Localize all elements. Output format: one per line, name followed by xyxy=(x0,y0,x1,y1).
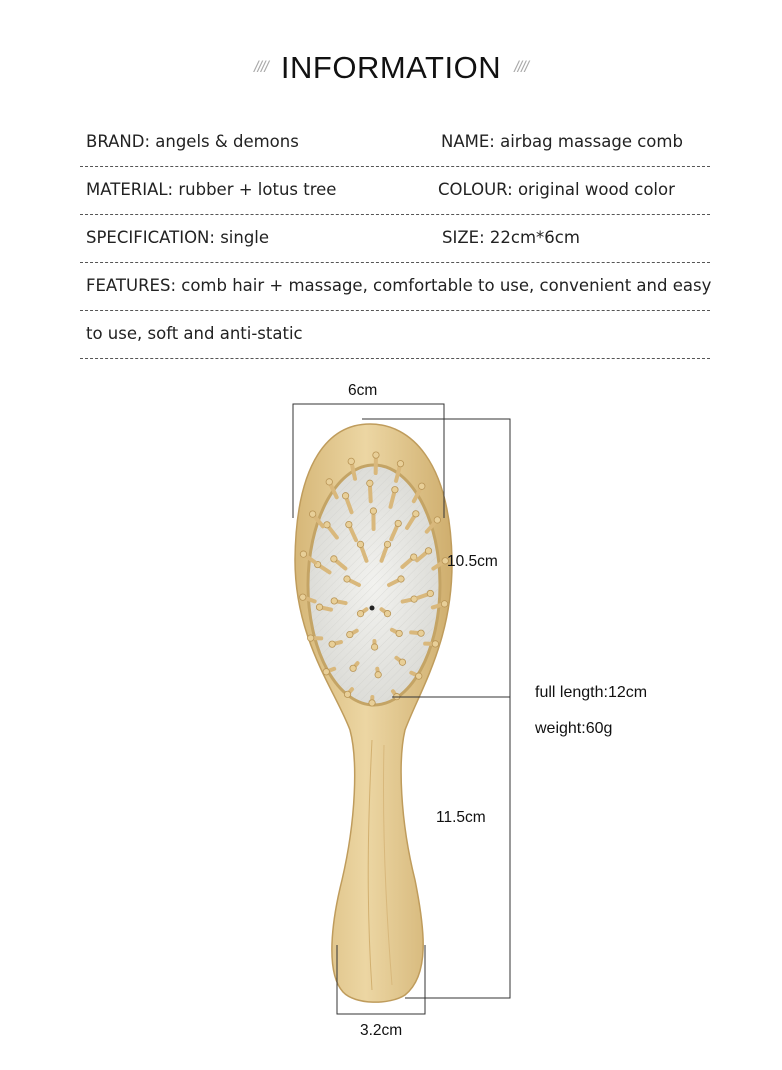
page-title: INFORMATION xyxy=(280,50,502,85)
head-width-label: 6cm xyxy=(348,382,378,399)
bristle-tip xyxy=(331,598,337,604)
bristle-tip xyxy=(413,511,419,517)
bristle-tip xyxy=(348,458,354,464)
bristle-tip xyxy=(432,641,438,647)
bristle-tip xyxy=(411,596,417,602)
bristle-tip xyxy=(395,520,401,526)
bristle-tip xyxy=(344,691,350,697)
full-length-label: full length:12cm xyxy=(535,684,648,701)
colour-text: COLOUR: original wood color xyxy=(438,180,675,199)
bristle-tip xyxy=(357,541,363,547)
bristle-tip xyxy=(370,508,376,514)
handle-length-label: 11.5cm xyxy=(436,809,486,826)
bristle-tip xyxy=(329,641,335,647)
bristle-tip xyxy=(434,517,440,523)
specification-text: SPECIFICATION: single xyxy=(86,228,270,247)
bristle-tip xyxy=(323,669,329,675)
size-text: SIZE: 22cm*6cm xyxy=(442,228,580,247)
bristle-tip xyxy=(316,604,322,610)
bristle-tip xyxy=(419,483,425,489)
bristle-tip xyxy=(367,480,373,486)
bristle-tip xyxy=(416,673,422,679)
bristle-tip xyxy=(396,630,402,636)
bristle-tip xyxy=(300,551,306,557)
bristle-tip xyxy=(344,576,350,582)
weight-label: weight:60g xyxy=(535,720,613,737)
bristle-tip xyxy=(346,521,352,527)
features-text-continued: to use, soft and anti-static xyxy=(86,324,303,343)
bristle-tip xyxy=(375,672,381,678)
bristle-tip xyxy=(350,665,356,671)
bristle-tip xyxy=(369,700,375,706)
left-decoration: //// xyxy=(254,59,268,76)
bristle-tip xyxy=(392,486,398,492)
material-text: MATERIAL: rubber + lotus tree xyxy=(86,180,337,199)
bristle-tip xyxy=(398,576,404,582)
bristle-tip xyxy=(425,548,431,554)
bristle-tip xyxy=(384,541,390,547)
bristle-tip xyxy=(357,610,363,616)
features-text: FEATURES: comb hair + massage, comfortable to use, convenient and easy xyxy=(86,276,712,295)
bristle-tip xyxy=(347,631,353,637)
head-length-label: 10.5cm xyxy=(447,553,498,570)
bristle-tip xyxy=(371,644,377,650)
brand-text: BRAND: angels & demons xyxy=(86,132,299,151)
bristle-tip xyxy=(342,493,348,499)
bristle-tip xyxy=(331,556,337,562)
bristle-tip xyxy=(300,594,306,600)
bristle-tip xyxy=(307,635,313,641)
bristle-tip xyxy=(373,452,379,458)
bristle-tip xyxy=(326,479,332,485)
bristle-tip xyxy=(397,460,403,466)
bristle-tip xyxy=(418,630,424,636)
name-text: NAME: airbag massage comb xyxy=(441,132,683,151)
bristle-tip xyxy=(399,659,405,665)
bristle-tip xyxy=(427,590,433,596)
bristle-tip xyxy=(309,511,315,517)
bristle-tip xyxy=(384,610,390,616)
handle-width-label: 3.2cm xyxy=(360,1022,403,1039)
bristle-tip xyxy=(441,601,447,607)
right-decoration: //// xyxy=(514,59,528,76)
